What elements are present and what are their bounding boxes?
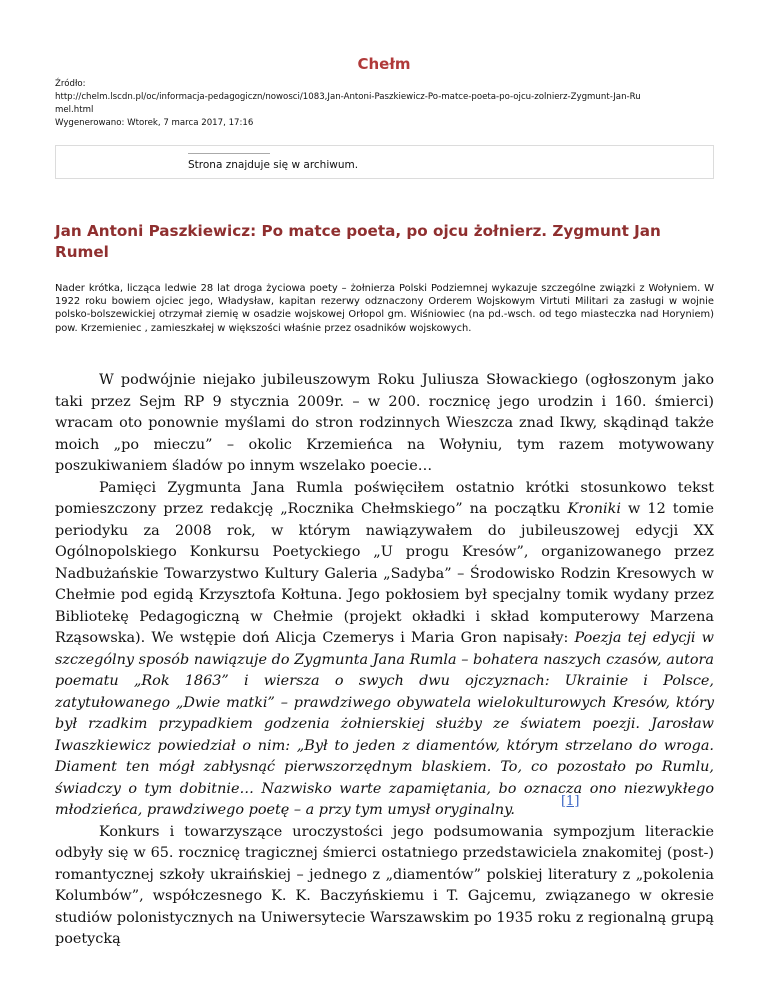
paragraph-2: Pamięci Zygmunta Jana Rumla poświęciłem ostatnio krótki stosunkowo tekst pomieszczony przez redakcję „Rocznika Chełmskiego” na początku Kroniki w 12 tomie periodyku za 2008 rok, w którym nawiązywałem do jubileuszowej edycji XX Ogólnopolskiego Konkursu Poetyckiego „U progu Kresów”, organizowanego przez Nadbużańskie Towarzystwo Kultury Galeria „Sadyba” – Środowisko Rodzin Kresowych w Chełmie pod egidą Krzysztofa Kołtuna. Jego pokłosiem był specjalny tomik wydany przez Bibliotekę Pedagogiczną w Chełmie (projekt okładki i skład komputerowy Marzena Rząsowska). We wstępie doń Alicja Czemerys i Maria Gron napisały: Poezja tej edycji w szczególny sposób nawiązuje do Zygmunta Jana Rumla – bohatera naszych czasów, autora poematu „Rok 1863” i wiersza o swych dwu ojczyznach: Ukrainie i Polsce, zatytułowanego „Dwie matki” – prawdziwego obywatela wielokulturowych Kresów, który był rzadkim przypadkiem godzenia żołnierskiej służby ze światem poezji. Jarosław Iwaszkiewicz powiedział o nim: „Był to jeden z diamentów, którym strzelano do wroga. Diament ten mógł zabłysnąć pierwszorzędnym blaskiem. To, co pozostało po Rumlu, świadczy o tym dobitnie… Nazwisko warte zapamiętania, bo oznacza ono niezwykłego młodzieńca, prawdziwego poetę – a przy tym umysł oryginalny.[1] [55,479,715,818]
generated-date: Wygenerowano: Wtorek, 7 marca 2017, 17:16 [55,118,254,128]
paragraph-2-text-a: Pamięci Zygmunta Jana Rumla poświęciłem ostatnio krótki stosunkowo tekst pomieszczony przez redakcję „Rocznika Chełmskiego” na początku [55,479,714,517]
archive-notice-box [55,145,714,179]
introduction-quote: Poezja tej edycji w szczególny sposób nawiązuje do Zygmunta Jana Rumla – bohatera naszych czasów, autora poematu „Rok 1863” i wiersza o swych dwu ojczyznach: Ukrainie i Polsce, zatytułowanego „Dwie matki” – prawdziwego obywatela wielokulturowych Kresów, który był rzadkim przypadkiem godzenia żołnierskiej służby ze światem poezji. Jarosław Iwaszkiewicz powiedział o nim: „Był to jeden z diamentów, którym strzelano do wroga. Diament ten mógł zabłysnąć pierwszorzędnym blaskiem. To, co pozostało po Rumlu, świadczy o tym dobitnie… Nazwisko warte zapamiętania, bo oznacza ono niezwykłego młodzieńca, prawdziwego poetę – a przy tym umysł oryginalny. [55,630,715,818]
article-lead: Nader krótka, licząca ledwie 28 lat droga życiowa poety – żołnierza Polski Podziemnej wykazuje szczególne związki z Wołyniem. W 1922 roku bowiem ojciec jego, Władysław, kapitan rezerwy odznaczony Orderem Wojskowym Virtuti Militari za zasługi w wojnie polsko-bolszewickiej otrzymał ziemię w osadzie wojskowej Orłopol gm. Wiśniowiec (na pd.-wsch. od tego miasteczka nad Horyniem) pow. Krzemieniec , zamieszkałej w większości właśnie przez osadników wojskowych. [55,283,714,334]
article-body [55,370,714,951]
paragraph-3: Konkurs i towarzyszące uroczystości jego podsumowania sympozjum literackie odbyły się w 65. rocznicę tragicznej śmierci ostatniego przedstawiciela znakomitej (post-) romantycznej szkoły ukraińskiej – jednego z „diamentów” polskiej literatury z „pokolenia Kolumbów”, współczesnego K. K. Baczyńskiemu i T. Gajcemu, związanego w okresie studiów polonistycznych na Uniwersytecie Warszawskim po 1935 roku z regionalną grupą poetycką [55,823,714,947]
source-url-line-2[interactable]: mel.html [55,105,94,115]
article-title: Jan Antoni Paszkiewicz: Po matce poeta, po ojcu żołnierz. Zygmunt Jan Rumel [55,222,661,261]
paragraph-2-text-b: w 12 tomie periodyku za 2008 rok, w którym nawiązywałem do jubileuszowej edycji XX Ogólnopolskiego Konkursu Poetyckiego „U progu Kresów”, organizowanego przez Nadbużańskie Towarzystwo Kultury Galeria „Sadyba” – Środowisko Rodzin Kresowych w Chełmie pod egidą Krzysztofa Kołtuna. Jego pokłosiem był specjalny tomik wydany przez Bibliotekę Pedagogiczną w Chełmie (projekt okładki i skład komputerowy Marzena Rząsowska). We wstępie doń Alicja Czemerys i Maria Gron napisały: [55,501,714,646]
periodical-title: Kroniki [567,501,621,517]
archive-divider [188,153,270,154]
source-meta [55,78,715,130]
site-title: Chełm [357,55,411,73]
paragraph-1: W podwójnie niejako jubileuszowym Roku Juliusza Słowackiego (ogłoszonym jako taki przez Sejm RP 9 stycznia 2009r. – w 200. rocznicę jego urodzin i 160. śmierci) wracam oto ponownie myślami do stron rodzinnych Wieszcza znad Ikwy, skądinąd także moich „po mieczu” – okolic Krzemieńca na Wołyniu, tym razem motywowany poszukiwaniem śladów po innym wszelako poecie… [55,372,714,474]
archive-notice-text: Strona znajduje się w archiwum. [188,159,359,171]
source-url-line-1[interactable]: http://chelm.lscdn.pl/oc/informacja-pedagogiczn/nowosci/1083,Jan-Antoni-Paszkiewicz-Po-matce-poeta-po-ojcu-zolnierz-Zygmunt-Jan-Ru [55,92,641,102]
source-label: Źródło: [55,79,86,89]
